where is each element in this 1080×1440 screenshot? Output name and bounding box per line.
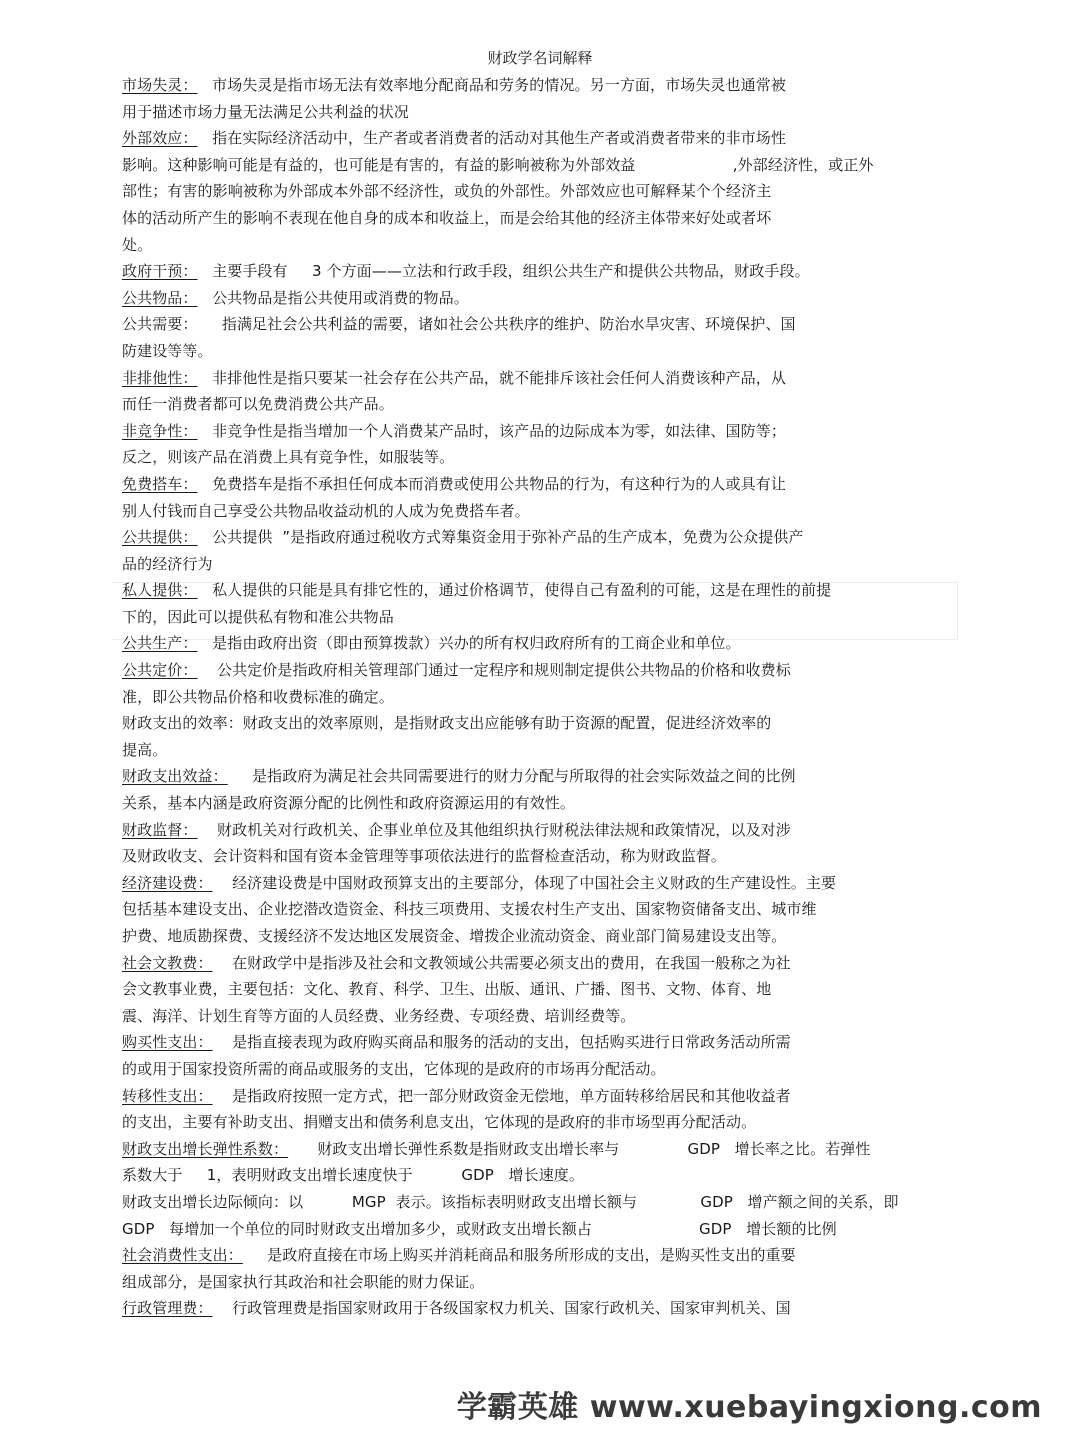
- glossary-term: 免费搭车：: [122, 474, 198, 493]
- line-text: 公共需要： 指满足社会公共利益的需要，诸如社会公共秩序的维护、防治水旱灾害、环境保护、国: [122, 315, 796, 334]
- line-text: 关系，基本内涵是政府资源分配的比例性和政府资源运用的有效性。: [122, 794, 576, 813]
- line-text: 震、海洋、计划生育等方面的人员经费、业务经费、专项经费、培训经费等。: [122, 1006, 636, 1025]
- glossary-term: 社会文教费：: [122, 953, 213, 972]
- line-text: 非排他性是指只要某一社会存在公共产品，就不能排斥该社会任何人消费该种产品，从: [197, 368, 786, 387]
- line-text: 及财政收支、会计资料和国有资本金管理等事项依法进行的监督检查活动，称为财政监督。: [122, 847, 727, 866]
- line-text: 是指由政府出资（即由预算拨款）兴办的所有权归政府所有的工商企业和单位。: [197, 634, 741, 653]
- glossary-term: 非排他性：: [122, 368, 198, 387]
- text-line: [122, 577, 942, 604]
- line-text: 公共物品是指公共使用或消费的物品。: [197, 288, 469, 307]
- text-line: [122, 843, 942, 870]
- line-text: 私人提供的只能是具有排它性的，通过价格调节，使得自己有盈利的可能，这是在理性的前提: [197, 581, 832, 600]
- text-line: [122, 710, 942, 737]
- line-text: 品的经济行为: [122, 554, 213, 573]
- glossary-term: 公共定价：: [122, 661, 198, 680]
- text-line: [122, 604, 942, 631]
- text-line: [122, 1189, 942, 1216]
- text-line: [122, 896, 942, 923]
- text-line: [122, 1216, 942, 1243]
- line-text: 下的，因此可以提供私有物和准公共物品: [122, 607, 394, 626]
- line-text: 准，即公共物品价格和收费标准的确定。: [122, 687, 394, 706]
- text-line: [122, 630, 942, 657]
- line-text: 是政府直接在市场上购买并消耗商品和服务所形成的支出，是购买性支出的重要: [242, 1246, 796, 1265]
- line-text: 护费、地质勘探费、支援经济不发达地区发展资金、增拨企业流动资金、商业部门简易建设支出等。: [122, 927, 787, 945]
- text-line: [122, 258, 942, 285]
- line-text: 公共提供 ”是指政府通过税收方式筹集资金用于弥补产品的生产成本，免费为公众提供产: [197, 528, 804, 547]
- text-line: [122, 737, 942, 764]
- line-text: 经济建设费是中国财政预算支出的主要部分，体现了中国社会主义财政的生产建设性。主要: [212, 873, 837, 892]
- line-text: 别人付钱而自己享受公共物品收益动机的人成为免费搭车者。: [122, 501, 530, 520]
- line-text: 财政支出增长边际倾向：以 MGP 表示。该指标表明财政支出增长额与 GDP 增产额之间的关系，即: [122, 1192, 899, 1211]
- glossary-term: 公共物品：: [122, 288, 198, 307]
- document-body: [122, 72, 942, 1322]
- line-text: 反之，则该产品在消费上具有竞争性，如服装等。: [122, 448, 455, 467]
- glossary-term: 政府干预：: [122, 262, 198, 281]
- line-text: 系数大于 1，表明财政支出增长速度快于 GDP 增长速度。: [122, 1166, 584, 1185]
- glossary-term: 财政支出效益：: [122, 767, 228, 786]
- text-line: [122, 790, 942, 817]
- glossary-term: 私人提供：: [122, 581, 198, 600]
- text-line: [122, 1056, 942, 1083]
- text-line: [122, 1295, 942, 1322]
- text-line: [122, 444, 942, 471]
- text-line: [122, 311, 942, 338]
- text-line: [122, 551, 942, 578]
- glossary-term: 公共提供：: [122, 528, 198, 547]
- text-line: [122, 498, 942, 525]
- line-text: 是指直接表现为政府购买商品和服务的活动的支出，包括购买进行日常政务活动所需: [212, 1033, 791, 1052]
- text-line: [122, 1269, 942, 1296]
- line-text: 是指政府按照一定方式，把一部分财政资金无偿地，单方面转移给居民和其他收益者: [212, 1086, 791, 1105]
- line-text: 部性；有害的影响被称为外部成本外部不经济性，或负的外部性。外部效应也可解释某个个经济主: [122, 182, 772, 201]
- line-text: 财政支出增长弹性系数是指财政支出增长率与 GDP 增长率之比。若弹性: [288, 1139, 871, 1158]
- text-line: [122, 870, 942, 897]
- line-text: 市场失灵是指市场无法有效率地分配商品和劳务的情况。另一方面，市场失灵也通常被: [197, 76, 786, 94]
- text-line: [122, 232, 942, 259]
- glossary-term: 经济建设费：: [122, 873, 213, 892]
- line-text: 公共定价是指政府相关管理部门通过一定程序和规则制定提供公共物品的价格和收费标: [197, 661, 791, 680]
- text-line: [122, 1136, 942, 1163]
- text-line: [122, 418, 942, 445]
- text-line: [122, 391, 942, 418]
- text-line: [122, 125, 942, 152]
- line-text: 防建设等等。: [122, 341, 213, 360]
- line-text: GDP 每增加一个单位的同时财政支出增加多少，或财政支出增长额占 GDP 增长额的比例: [122, 1219, 837, 1238]
- text-line: [122, 1029, 942, 1056]
- line-text: 财政支出的效率：财政支出的效率原则，是指财政支出应能够有助于资源的配置，促进经济效率的: [122, 714, 772, 733]
- document-title: 财政学名词解释: [487, 49, 593, 67]
- text-line: [122, 923, 942, 950]
- line-text: 组成部分，是国家执行其政治和社会职能的财力保证。: [122, 1272, 485, 1291]
- line-text: 是指政府为满足社会共同需要进行的财力分配与所取得的社会实际效益之间的比例: [227, 767, 796, 786]
- text-line: [122, 338, 942, 365]
- text-line: [122, 72, 942, 99]
- glossary-term: 财政支出增长弹性系数：: [122, 1139, 289, 1158]
- glossary-term: 行政管理费：: [122, 1299, 213, 1318]
- line-text: 影响。这种影响可能是有益的，也可能是有害的，有益的影响被称为外部效益 ,外部经济性，或正外: [122, 155, 874, 174]
- line-text: 提高。: [122, 740, 168, 759]
- line-text: 包括基本建设支出、企业挖潜改造资金、科技三项费用、支援农村生产支出、国家物资储备支出、城市维: [122, 900, 817, 919]
- glossary-term: 公共生产：: [122, 634, 198, 653]
- line-text: 非竞争性是指当增加一个人消费某产品时，该产品的边际成本为零，如法律、国防等；: [197, 421, 786, 440]
- line-text: 指在实际经济活动中，生产者或者消费者的活动对其他生产者或消费者带来的非市场性: [197, 129, 786, 148]
- text-line: [122, 524, 942, 551]
- glossary-term: 非竞争性：: [122, 421, 198, 440]
- glossary-term: 转移性支出：: [122, 1086, 213, 1105]
- text-line: [122, 657, 942, 684]
- text-line: [122, 178, 942, 205]
- text-line: [122, 99, 942, 126]
- line-text: 而任一消费者都可以免费消费公共产品。: [122, 395, 394, 414]
- line-text: 会文教事业费，主要包括：文化、教育、科学、卫生、出版、通讯、广播、图书、文物、体育、地: [122, 980, 772, 999]
- text-line: [122, 365, 942, 392]
- text-line: [122, 950, 942, 977]
- text-line: [122, 285, 942, 312]
- line-text: 的或用于国家投资所需的商品或服务的支出，它体现的是政府的市场再分配活动。: [122, 1059, 666, 1078]
- glossary-term: 市场失灵：: [122, 76, 198, 94]
- line-text: 在财政学中是指涉及社会和文教领域公共需要必须支出的费用，在我国一般称之为社: [212, 953, 791, 972]
- text-line: [122, 205, 942, 232]
- line-text: 主要手段有 3 个方面——立法和行政手段，组织公共生产和提供公共物品，财政手段。: [197, 262, 810, 281]
- line-text: 财政机关对行政机关、企事业单位及其他组织执行财税法律法规和政策情况，以及对涉: [197, 820, 791, 839]
- text-line: [122, 152, 942, 179]
- text-line: [122, 1242, 942, 1269]
- text-line: [122, 1109, 942, 1136]
- watermark: 学霸英雄 www.xuebayingxiong.com: [456, 1390, 1042, 1425]
- line-text: 行政管理费是指国家财政用于各级国家权力机关、国家行政机关、国家审判机关、国: [212, 1299, 791, 1318]
- text-line: [122, 1003, 942, 1030]
- line-text: 免费搭车是指不承担任何成本而消费或使用公共物品的行为，有这种行为的人或具有让: [197, 474, 786, 493]
- glossary-term: 社会消费性支出：: [122, 1246, 243, 1265]
- text-line: [122, 817, 942, 844]
- line-text: 的支出，主要有补助支出、捐赠支出和债务利息支出，它体现的是政府的非市场型再分配活动。: [122, 1113, 757, 1132]
- text-line: [122, 1083, 942, 1110]
- line-text: 用于描述市场力量无法满足公共利益的状况: [122, 102, 409, 121]
- glossary-term: 购买性支出：: [122, 1033, 213, 1052]
- glossary-term: 外部效应：: [122, 129, 198, 148]
- line-text: 处。: [122, 235, 153, 254]
- text-line: [122, 763, 942, 790]
- text-line: [122, 976, 942, 1003]
- line-text: 体的活动所产生的影响不表现在他自身的成本和收益上，而是会给其他的经济主体带来好处或者坏: [122, 208, 772, 227]
- glossary-term: 财政监督：: [122, 820, 198, 839]
- text-line: [122, 684, 942, 711]
- text-line: [122, 1162, 942, 1189]
- text-line: [122, 471, 942, 498]
